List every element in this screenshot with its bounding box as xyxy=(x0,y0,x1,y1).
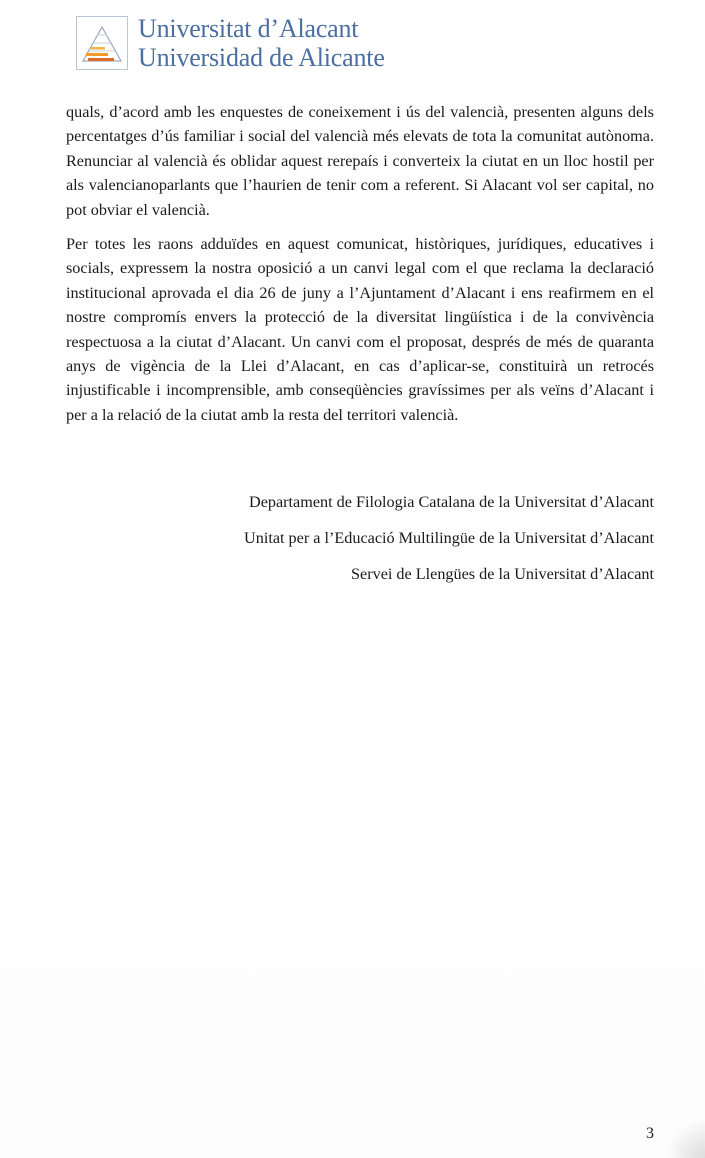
university-names xyxy=(138,14,385,72)
page-number: 3 xyxy=(646,1125,654,1142)
signatory-educacio-multilingue: Unitat per a l’Educació Multilingüe de la Universitat d’Alacant xyxy=(244,529,654,547)
letterhead xyxy=(76,14,396,72)
university-name-catalan: Universitat d’Alacant xyxy=(138,14,359,43)
triangle-logo-graphic xyxy=(77,17,127,69)
signatory-filologia-catalana: Departament de Filologia Catalana de la Universitat d’Alacant xyxy=(249,493,654,511)
signatories xyxy=(244,490,654,598)
signatory-servei-llengues: Servei de Llengües de la Universitat d’Alacant xyxy=(351,565,654,583)
paragraph-1: quals, d’acord amb les enquestes de coneixement i ús del valencià, presenten alguns dels percentatges d’ús familiar i social del valencià més elevats de tota la comunitat autònoma. Renunciar al valencià és oblidar aquest rerepaís i converteix la ciutat en un lloc hostil per als valencianoparlants que l’haurien de tenir com a referent. Si Alacant vol ser capital, no pot obviar el valencià. xyxy=(66,103,654,219)
university-logo-icon xyxy=(76,16,128,70)
paragraph-2: Per totes les raons adduïdes en aquest comunicat, històriques, jurídiques, educatives i socials, expressem la nostra oposició a un canvi legal com el que reclama la declaració institucional aprovada el dia 26 de juny a l’Ajuntament d’Alacant i ens reafirmem en el nostre compromís envers la protecció de la diversitat lingüística i de la convivència respectuosa a la ciutat d’Alacant. Un canvi com el proposat, després de més de quaranta anys de vigència de la Llei d’Alacant, en cas d’aplicar-se, constituirà un retrocés injustificable i incomprensible, amb conseqüències gravíssimes per als veïns d’Alacant i per a la relació de la ciutat amb la resta del territori valencià. xyxy=(66,235,654,424)
page-corner-shadow xyxy=(665,1118,705,1158)
letter-body xyxy=(66,100,654,437)
university-name-spanish: Universidad de Alicante xyxy=(138,43,385,72)
